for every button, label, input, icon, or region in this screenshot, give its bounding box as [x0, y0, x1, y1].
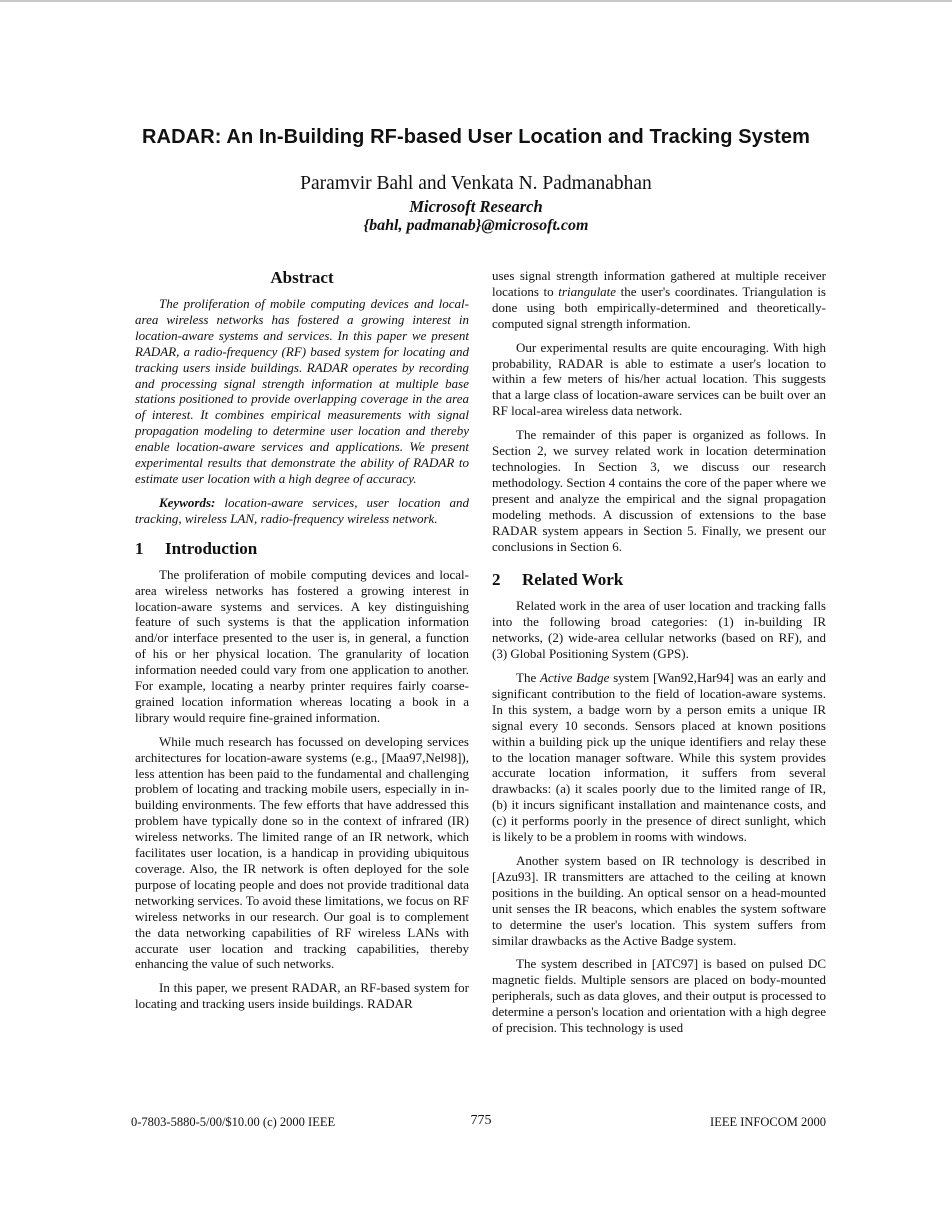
- intro-paragraph-3-continued: [492, 268, 826, 332]
- text-run: The: [516, 670, 540, 686]
- related-paragraph-3: Another system based on IR technology is described in [Azu93]. IR transmitters are attached to the ceiling at known positions in the building. An optical sensor on a head-mounted unit senses the IR beacons, which enables the system software to determine the user's location. This system suffers from similar drawbacks as the Active Badge system.: [492, 853, 826, 948]
- abstract-text: The proliferation of mobile computing devices and local-area wireless networks has fostered a growing interest in location-aware systems and services. In this paper we present RADAR, a radio-frequency (RF) based system for locating and tracking users inside buildings. RADAR operates by recording and processing signal strength information at multiple base stations positioned to provide overlapping coverage in the area of interest. It combines empirical measurements with signal propagation modeling to determine user location and thereby enable location-aware services and applications. We present experimental results that demonstrate the ability of RADAR to estimate user location with a high degree of accuracy.: [135, 296, 469, 486]
- left-column: [135, 268, 469, 1020]
- paper-authors: Paramvir Bahl and Venkata N. Padmanabhan: [300, 173, 652, 194]
- text-run: uses signal strength information gathered at multiple receiver locations to: [492, 268, 826, 299]
- intro-paragraph-3: In this paper, we present RADAR, an RF-based system for locating and tracking users inside buildings. RADAR: [135, 980, 469, 1012]
- section-title: Related Work: [522, 570, 624, 590]
- intro-paragraph-2: While much research has focussed on developing services architectures for location-aware systems (e.g., [Maa97,Nel98]), less attention has been paid to the fundamental and challenging problem of locating and tracking mobile users, especially in in-building environments. The few efforts that have addressed this problem have typically done so in the context of infrared (IR) wireless networks. The limited range of an IR network, which facilitates user location, is a handicap in providing ubiquitous coverage. Also, the IR network is often deployed for the sole purpose of locating people and does not provide traditional data networking services. To avoid these limitations, we focus on RF wireless networks in our research. Our goal is to complement the data networking capabilities of RF wireless LANs with accurate user location and tracking capabilities, thereby enhancing the value of such networks.: [135, 733, 469, 972]
- text-run: system [Wan92,Har94] was an early and significant contribution to the field of location-aware systems. In this system, a badge worn by a person emits a unique IR signal every 10 seconds. Sensors placed at known positions within a building pick up the unique identifiers and relay these to the location manager software. While this system provides accurate location information, it suffers from several drawbacks: (a) it scales poorly due to the limited range of IR, (b) it incurs significant installation and maintenance costs, and (c) it performs poorly in the presence of direct sunlight, which is likely to be a problem in rooms with windows.: [492, 670, 827, 845]
- text-run: the user's coordinates. Triangulation is done using both empirically-determined and theoretically-computed signal strength information.: [492, 283, 826, 331]
- intro-paragraph-4: Our experimental results are quite encouraging. With high probability, RADAR is able to estimate a user's location to within a few meters of his/her actual location. This suggests that a large class of location-aware services can be built over an RF local-area wireless data network.: [492, 339, 826, 419]
- footer-venue: IEEE INFOCOM 2000: [710, 1115, 826, 1129]
- emphasis-text: triangulate: [558, 283, 617, 299]
- footer-copyright: 0-7803-5880-5/00/$10.00 (c) 2000 IEEE: [131, 1115, 336, 1129]
- section-number: 2: [492, 570, 501, 590]
- author-affiliation: Microsoft Research: [409, 197, 543, 216]
- section-title: Introduction: [165, 538, 258, 558]
- intro-paragraph-1: The proliferation of mobile computing devices and local-area wireless networks has fostered a growing interest in location-aware systems and services. A key distinguishing feature of such systems is that the application information and/or interface presented to the user is, in general, a function of his or her physical location. The granularity of location information needed could vary from one application to another. For example, locating a nearby printer requires fairly coarse-grained location information whereas locating a book in a library would require fine-grained information.: [135, 566, 469, 725]
- paper-title: RADAR: An In-Building RF-based User Location and Tracking System: [142, 126, 810, 148]
- right-column: [492, 268, 826, 1044]
- section-number: 1: [135, 538, 144, 558]
- section-heading-related-work: [492, 570, 826, 590]
- related-paragraph-4: The system described in [ATC97] is based on pulsed DC magnetic fields. Multiple sensors are placed on body-mounted peripherals, such as data gloves, and their output is processed to determine a person's location and orientation with a high degree of precision. This technology is used: [492, 956, 826, 1036]
- related-paragraph-2: [492, 670, 826, 845]
- keywords-paragraph: [135, 495, 469, 527]
- author-email: {bahl, padmanab}@microsoft.com: [363, 217, 589, 234]
- footer-page-number: 775: [470, 1113, 492, 1128]
- abstract-heading: Abstract: [270, 268, 334, 287]
- emphasis-text: Active Badge: [539, 670, 610, 686]
- keywords-text: location-aware services, user location and tracking, wireless LAN, radio-frequency wireless network.: [135, 494, 469, 526]
- top-border-rule: [0, 0, 952, 2]
- intro-paragraph-5: The remainder of this paper is organized as follows. In Section 2, we survey related work in location determination technologies. In Section 3, we discuss our research methodology. Section 4 contains the core of the paper where we present and analyze the empirical and the signal propagation modeling methods. A discussion of extensions to the base RADAR system appears in Section 5. Finally, we present our conclusions in Section 6.: [492, 427, 826, 554]
- related-paragraph-1: Related work in the area of user location and tracking falls into the following broad categories: (1) in-building IR networks, (2) wide-area cellular networks (based on RF), and (3) Global Positioning System (GPS).: [492, 598, 826, 662]
- keywords-label: Keywords:: [159, 494, 216, 510]
- section-heading-introduction: [135, 539, 469, 559]
